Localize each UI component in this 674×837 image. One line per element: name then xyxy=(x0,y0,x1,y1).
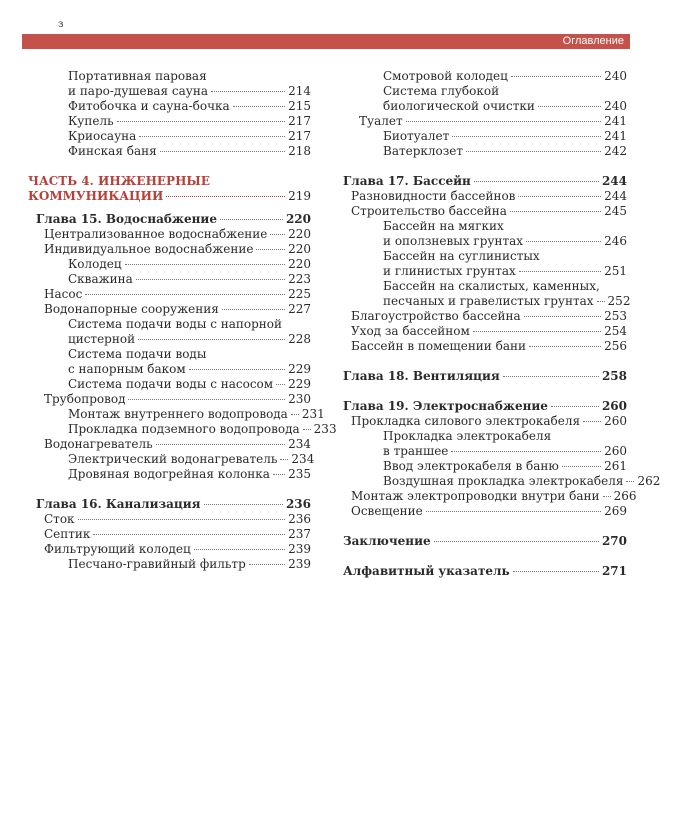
dot-leader xyxy=(562,466,601,467)
toc-entry-title: Благоустройство бассейна xyxy=(351,309,521,323)
dot-leader xyxy=(125,264,286,265)
toc-page-number: 258 xyxy=(601,369,627,383)
toc-entry[interactable] xyxy=(28,227,311,242)
toc-entry[interactable] xyxy=(343,324,627,339)
dot-leader xyxy=(451,451,601,452)
toc-page-number: 252 xyxy=(607,294,631,308)
toc-entry[interactable] xyxy=(28,257,311,272)
toc-entry-title: Биотуалет xyxy=(383,129,450,143)
toc-page-number: 239 xyxy=(288,542,311,556)
spacer xyxy=(343,159,627,174)
toc-page-number: 266 xyxy=(613,489,637,503)
toc-entry[interactable] xyxy=(28,467,311,482)
toc-entry-title: Глава 16. Канализация xyxy=(36,497,201,511)
dot-leader xyxy=(510,211,601,212)
toc-entry-title: Индивидуальное водоснабжение xyxy=(44,242,254,256)
toc-entry-title: Алфавитный указатель xyxy=(343,564,510,578)
toc-entry-title: Криосауна xyxy=(68,129,137,143)
toc-entry-title: Дровяная водогрейная колонка xyxy=(68,467,270,481)
toc-entry-title: Водонагреватель xyxy=(44,437,153,451)
toc-entry-title: Система подачи воды с напорной xyxy=(68,317,283,331)
toc-entry-title: Фильтрующий колодец xyxy=(44,542,191,556)
toc-left-column xyxy=(28,69,337,572)
dot-leader xyxy=(276,384,285,385)
toc-right-column xyxy=(343,69,661,579)
toc-page-number: 254 xyxy=(604,324,627,338)
toc-entry-title: Финская баня xyxy=(68,144,157,158)
toc-entry-title: Электрический водонагреватель xyxy=(68,452,278,466)
dot-leader xyxy=(597,301,605,302)
dot-leader xyxy=(138,339,285,340)
toc-entry-title: Портативная паровая xyxy=(68,69,207,83)
toc-entry[interactable] xyxy=(343,204,627,219)
toc-entry-title: цистерной xyxy=(68,332,136,346)
dot-leader xyxy=(452,136,601,137)
toc-page-number: 234 xyxy=(288,437,311,451)
toc-entry[interactable] xyxy=(343,129,627,144)
spacer xyxy=(28,204,311,212)
toc-entry[interactable] xyxy=(28,114,311,129)
toc-page-number: 245 xyxy=(604,204,627,218)
toc-page-number: 227 xyxy=(288,302,311,316)
dot-leader xyxy=(156,444,285,445)
toc-entry[interactable] xyxy=(343,114,627,129)
toc-part-heading[interactable] xyxy=(28,189,311,204)
toc-entry-title: Трубопровод xyxy=(44,392,126,406)
toc-entry[interactable] xyxy=(28,377,311,392)
toc-entry-title: и глинистых грунтах xyxy=(383,264,516,278)
toc-entry[interactable] xyxy=(28,437,311,452)
dot-leader xyxy=(128,399,285,400)
toc-entry[interactable] xyxy=(343,219,627,234)
toc-page-number: 260 xyxy=(604,444,627,458)
toc-entry-title: Водонапорные сооружения xyxy=(44,302,219,316)
dot-leader xyxy=(291,414,299,415)
toc-entry[interactable] xyxy=(28,542,311,557)
toc-entry-title: Централизованное водоснабжение xyxy=(44,227,268,241)
dot-leader xyxy=(529,346,601,347)
toc-page-number: 261 xyxy=(604,459,627,473)
dot-leader xyxy=(194,549,285,550)
toc-page-number: 244 xyxy=(604,189,627,203)
dot-leader xyxy=(503,376,599,377)
toc-entry[interactable] xyxy=(28,362,311,377)
dot-leader xyxy=(189,369,285,370)
toc-entry[interactable] xyxy=(343,99,627,114)
toc-page-number: 241 xyxy=(604,114,627,128)
toc-entry-title: Уход за бассейном xyxy=(351,324,470,338)
toc-entry-title: Септик xyxy=(44,527,91,541)
toc-entry[interactable] xyxy=(28,557,311,572)
toc-page-number: 260 xyxy=(601,399,627,413)
toc-entry[interactable] xyxy=(28,99,311,114)
toc-entry[interactable] xyxy=(28,332,311,347)
toc-entry-title: Прокладка электрокабеля xyxy=(383,429,552,443)
dot-leader xyxy=(538,106,601,107)
toc-entry-title: песчаных и гравелистых грунтах xyxy=(383,294,594,308)
toc-entry-title: Бассейн в помещении бани xyxy=(351,339,526,353)
toc-entry[interactable] xyxy=(28,392,311,407)
dot-leader xyxy=(626,481,634,482)
toc-entry[interactable] xyxy=(28,129,311,144)
toc-page-number: 218 xyxy=(288,144,311,158)
dot-leader xyxy=(139,136,285,137)
toc-page-number: 251 xyxy=(604,264,627,278)
dot-leader xyxy=(273,474,285,475)
toc-page-number: 215 xyxy=(288,99,311,113)
toc-page-number: 236 xyxy=(285,497,311,511)
toc-entry[interactable] xyxy=(343,474,661,489)
toc-page-number: 220 xyxy=(285,212,311,226)
dot-leader xyxy=(249,564,285,565)
toc-entry-title: биологической очистки xyxy=(383,99,535,113)
dot-leader xyxy=(303,429,311,430)
toc-entry-title: Сток xyxy=(44,512,75,526)
toc-page-number: 270 xyxy=(601,534,627,548)
toc-entry[interactable] xyxy=(28,272,311,287)
toc-entry[interactable] xyxy=(343,69,627,84)
toc-entry-title: Бассейн на суглинистых xyxy=(383,249,540,263)
dot-leader xyxy=(270,234,285,235)
toc-page-number: 241 xyxy=(604,129,627,143)
dot-leader xyxy=(511,76,601,77)
dot-leader xyxy=(85,294,285,295)
toc-entry[interactable] xyxy=(343,459,627,474)
toc-page-number: 260 xyxy=(604,414,627,428)
toc-entry[interactable] xyxy=(343,339,627,354)
toc-entry[interactable] xyxy=(28,317,311,332)
corner-mark: з xyxy=(58,19,64,30)
toc-entry-title: Прокладка силового электрокабеля xyxy=(351,414,581,428)
toc-entry[interactable] xyxy=(343,429,627,444)
toc-entry-title: Монтаж электропроводки внутри бани xyxy=(351,489,600,503)
dot-leader xyxy=(518,196,601,197)
toc-entry[interactable] xyxy=(343,414,627,429)
toc-entry-title: и паро-душевая сауна xyxy=(68,84,209,98)
toc-entry[interactable] xyxy=(343,234,627,249)
dot-leader xyxy=(233,106,285,107)
dot-leader xyxy=(136,279,285,280)
dot-leader xyxy=(78,519,286,520)
toc-page-number: 237 xyxy=(288,527,311,541)
dot-leader xyxy=(583,421,601,422)
toc-entry-title: Строительство бассейна xyxy=(351,204,507,218)
toc-page-number: 230 xyxy=(288,392,311,406)
toc-entry-title: Песчано-гравийный фильтр xyxy=(68,557,246,571)
toc-entry[interactable] xyxy=(28,512,311,527)
spacer xyxy=(343,354,627,369)
toc-page-number: 256 xyxy=(604,339,627,353)
toc-entry-title: Туалет xyxy=(359,114,403,128)
dot-leader xyxy=(256,249,285,250)
toc-entry[interactable] xyxy=(28,242,311,257)
section-header-bar xyxy=(22,34,630,49)
toc-entry[interactable] xyxy=(28,407,325,422)
toc-entry-title: Заключение xyxy=(343,534,431,548)
toc-entry[interactable] xyxy=(343,84,627,99)
toc-entry-title: ЧАСТЬ 4. ИНЖЕНЕРНЫЕ xyxy=(28,174,210,188)
toc-entry-title: Ввод электрокабеля в баню xyxy=(383,459,559,473)
toc-entry-title: Разновидности бассейнов xyxy=(351,189,516,203)
toc-entry[interactable] xyxy=(28,347,311,362)
toc-page-number: 233 xyxy=(313,422,337,436)
toc-entry[interactable] xyxy=(343,264,627,279)
toc-entry-title: Смотровой колодец xyxy=(383,69,508,83)
dot-leader xyxy=(519,271,601,272)
toc-entry[interactable] xyxy=(343,309,627,324)
dot-leader xyxy=(513,571,599,572)
dot-leader xyxy=(526,241,601,242)
toc-page-number: 239 xyxy=(288,557,311,571)
toc-page-number: 271 xyxy=(601,564,627,578)
toc-page-number: 220 xyxy=(288,242,311,256)
toc-chapter-entry[interactable] xyxy=(343,534,627,549)
toc-page-number: 220 xyxy=(288,257,311,271)
toc-page-number: 220 xyxy=(288,227,311,241)
toc-entry-title: с напорным баком xyxy=(68,362,186,376)
dot-leader xyxy=(406,121,602,122)
dot-leader xyxy=(551,406,599,407)
toc-entry-title: Система глубокой xyxy=(383,84,500,98)
toc-entry-title: Глава 15. Водоснабжение xyxy=(36,212,217,226)
toc-entry-title: Колодец xyxy=(68,257,122,271)
dot-leader xyxy=(117,121,285,122)
dot-leader xyxy=(426,511,601,512)
toc-part-heading[interactable] xyxy=(28,174,311,189)
toc-chapter-entry[interactable] xyxy=(343,564,627,579)
toc-page-number: 236 xyxy=(288,512,311,526)
toc-entry[interactable] xyxy=(28,84,311,99)
toc-page-number: 223 xyxy=(288,272,311,286)
dot-leader xyxy=(466,151,601,152)
dot-leader xyxy=(166,196,285,197)
toc-entry-title: в траншее xyxy=(383,444,449,458)
toc-entry-title: Прокладка подземного водопровода xyxy=(68,422,300,436)
dot-leader xyxy=(473,331,601,332)
toc-page-number: 228 xyxy=(288,332,311,346)
dot-leader xyxy=(222,309,285,310)
dot-leader xyxy=(524,316,601,317)
toc-page-number: 244 xyxy=(601,174,627,188)
toc-page-number: 262 xyxy=(637,474,661,488)
toc-entry-title: Система подачи воды xyxy=(68,347,207,361)
toc-entry[interactable] xyxy=(343,504,627,519)
dot-leader xyxy=(220,219,283,220)
dot-leader xyxy=(204,504,283,505)
toc-page-number: 253 xyxy=(604,309,627,323)
toc-entry[interactable] xyxy=(28,422,337,437)
toc-entry-title: Скважина xyxy=(68,272,133,286)
toc-page-number: 242 xyxy=(604,144,627,158)
spacer xyxy=(343,384,627,399)
toc-page-number: 229 xyxy=(288,377,311,391)
spacer xyxy=(28,159,311,174)
toc-entry[interactable] xyxy=(343,279,627,294)
toc-page-number: 269 xyxy=(604,504,627,518)
dot-leader xyxy=(160,151,285,152)
toc-page-number: 219 xyxy=(288,189,311,203)
toc-page-number: 214 xyxy=(288,84,311,98)
toc-entry-title: Бассейн на мягких xyxy=(383,219,504,233)
toc-entry-title: Бассейн на скалистых, каменных, xyxy=(383,279,600,293)
section-label: Оглавление xyxy=(562,35,624,47)
dot-leader xyxy=(211,91,285,92)
toc-page-number: 234 xyxy=(291,452,315,466)
toc-page-number: 240 xyxy=(604,69,627,83)
toc-page-number: 235 xyxy=(288,467,311,481)
toc-page-number: 229 xyxy=(288,362,311,376)
toc-chapter-entry[interactable] xyxy=(28,497,311,512)
toc-page-number: 225 xyxy=(288,287,311,301)
toc-entry-title: Монтаж внутреннего водопровода xyxy=(68,407,288,421)
toc-entry[interactable] xyxy=(28,287,311,302)
toc-chapter-entry[interactable] xyxy=(343,399,627,414)
toc-chapter-entry[interactable] xyxy=(343,369,627,384)
toc-page-number: 246 xyxy=(604,234,627,248)
toc-entry[interactable] xyxy=(343,189,627,204)
toc-entry-title: Система подачи воды с насосом xyxy=(68,377,274,391)
dot-leader xyxy=(280,459,288,460)
toc-entry-title: Ватерклозет xyxy=(383,144,464,158)
toc-chapter-entry[interactable] xyxy=(28,212,311,227)
toc-entry[interactable] xyxy=(28,144,311,159)
toc-entry-title: Глава 17. Бассейн xyxy=(343,174,471,188)
toc-entry-title: и оползневых грунтах xyxy=(383,234,524,248)
toc-entry[interactable] xyxy=(343,144,627,159)
toc-entry-title: Фитобочка и сауна-бочка xyxy=(68,99,230,113)
toc-entry[interactable] xyxy=(28,302,311,317)
dot-leader xyxy=(434,541,599,542)
toc-entry-title: Глава 18. Вентиляция xyxy=(343,369,500,383)
spacer xyxy=(343,519,627,534)
toc-entry[interactable] xyxy=(343,489,637,504)
dot-leader xyxy=(93,534,285,535)
toc-entry-title: Насос xyxy=(44,287,83,301)
toc-entry-title: Купель xyxy=(68,114,114,128)
toc-entry[interactable] xyxy=(28,452,315,467)
toc-page-number: 240 xyxy=(604,99,627,113)
toc-chapter-entry[interactable] xyxy=(343,174,627,189)
toc-entry[interactable] xyxy=(343,444,627,459)
toc-page-number: 217 xyxy=(288,129,311,143)
toc-entry[interactable] xyxy=(343,249,627,264)
toc-entry-title: Освещение xyxy=(351,504,423,518)
dot-leader xyxy=(474,181,599,182)
toc-entry-title: Воздушная прокладка электрокабеля xyxy=(383,474,624,488)
toc-page-number: 217 xyxy=(288,114,311,128)
spacer xyxy=(28,482,311,497)
toc-entry[interactable] xyxy=(28,527,311,542)
toc-page-number: 231 xyxy=(301,407,325,421)
dot-leader xyxy=(603,496,611,497)
toc-entry-title: Глава 19. Электроснабжение xyxy=(343,399,548,413)
spacer xyxy=(343,549,627,564)
toc-entry[interactable] xyxy=(28,69,311,84)
toc-entry[interactable] xyxy=(343,294,631,309)
toc-entry-title: КОММУНИКАЦИИ xyxy=(28,189,164,203)
